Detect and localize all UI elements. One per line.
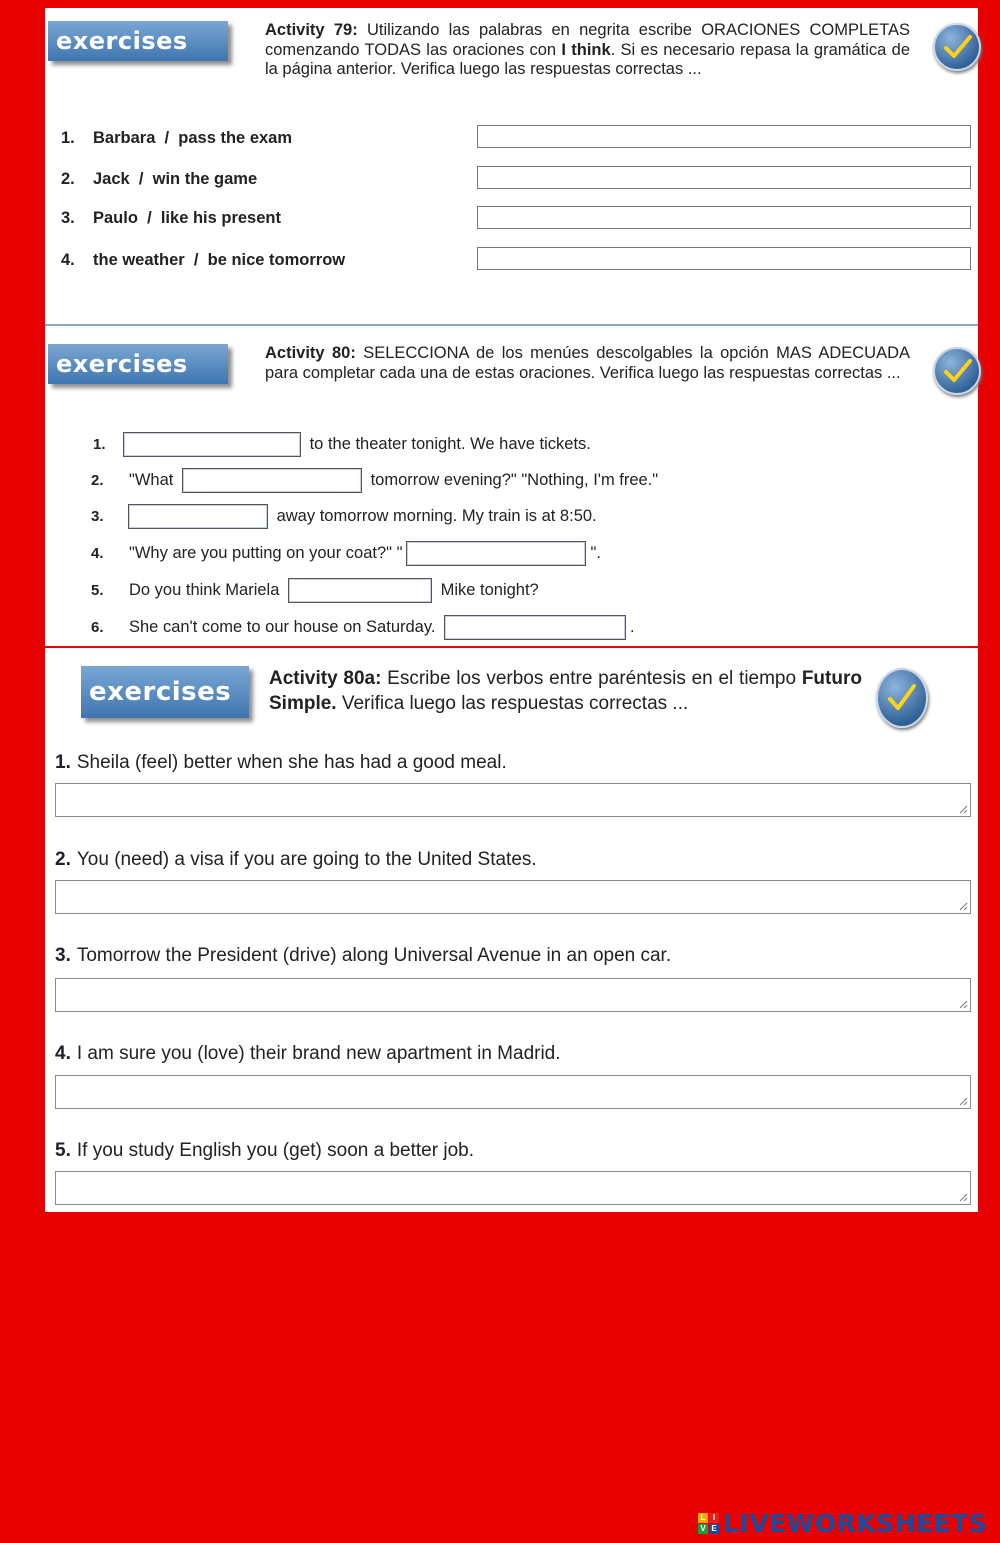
check-answers-icon[interactable] xyxy=(876,668,928,728)
question-item: 6. She can't come to our house on Saturday. . xyxy=(129,615,635,640)
activity-79-section xyxy=(45,8,978,326)
activity-79-title: Activity 79: xyxy=(265,21,358,39)
activity-80a-section xyxy=(45,648,978,1212)
answer-input-1[interactable] xyxy=(477,125,971,148)
dropdown-select-5[interactable] xyxy=(288,578,432,603)
answer-textarea-1[interactable] xyxy=(55,783,971,817)
activity-80-instructions: Activity 80: SELECCIONA de los menúes descolgables la opción MAS ADECUADA para completar cada una de estas oraciones. Verifica luego las respuestas correctas ... xyxy=(265,344,910,382)
question-item: 5. If you study English you (get) soon a better job. xyxy=(55,1140,474,1161)
activity-79-instructions: Activity 79: Utilizando las palabras en negrita escribe ORACIONES COMPLETAS comenzando TODAS las oraciones con I think. Si es necesario repasa la gramática de la página anterior. Verifica luego las respuestas correctas ... xyxy=(265,21,910,78)
question-item: 3. Paulo / like his present xyxy=(61,209,281,227)
exercises-badge: exercises xyxy=(48,344,228,384)
dropdown-select-2[interactable] xyxy=(182,468,362,493)
dropdown-select-6[interactable] xyxy=(444,615,626,640)
question-item: 5. Do you think Mariela Mike tonight? xyxy=(129,578,539,603)
answer-textarea-4[interactable] xyxy=(55,1075,971,1109)
activity-80a-instructions: Activity 80a: Escribe los verbos entre paréntesis en el tiempo Futuro Simple. Verifica luego las respuestas correctas ... xyxy=(269,668,862,714)
answer-input-3[interactable] xyxy=(477,206,971,229)
question-item: 3. Tomorrow the President (drive) along Universal Avenue in an open car. xyxy=(55,945,672,966)
answer-input-4[interactable] xyxy=(477,247,971,270)
question-item: 4. the weather / be nice tomorrow xyxy=(61,251,346,269)
liveworksheets-logo xyxy=(698,1508,987,1538)
check-answers-icon[interactable] xyxy=(933,347,981,395)
dropdown-select-4[interactable] xyxy=(406,541,586,566)
logo-text: LIVEWORKSHEETS xyxy=(723,1508,988,1538)
question-item: 1. Barbara / pass the exam xyxy=(61,129,293,147)
question-item: 3. away tomorrow morning. My train is at 8:50. xyxy=(129,504,597,529)
dropdown-select-1[interactable] xyxy=(123,432,301,457)
dropdown-select-3[interactable] xyxy=(128,504,268,529)
resize-grip-icon[interactable] xyxy=(958,804,968,814)
activity-80-section xyxy=(45,326,978,648)
logo-squares-icon: L I V E xyxy=(698,1513,719,1534)
activity-80a-title: Activity 80a: xyxy=(269,668,382,689)
exercises-badge: exercises xyxy=(48,21,228,61)
worksheet xyxy=(45,8,978,1212)
question-item: 2. Jack / win the game xyxy=(61,170,258,188)
check-answers-icon[interactable] xyxy=(933,23,981,71)
question-item: 2. You (need) a visa if you are going to the United States. xyxy=(55,849,537,870)
resize-grip-icon[interactable] xyxy=(958,901,968,911)
exercises-badge: exercises xyxy=(81,666,249,718)
question-item: 1. to the theater tonight. We have tickets. xyxy=(125,432,591,457)
question-item: 4. "Why are you putting on your coat?" " ". xyxy=(129,541,601,566)
answer-textarea-2[interactable] xyxy=(55,880,971,914)
resize-grip-icon[interactable] xyxy=(958,1096,968,1106)
answer-textarea-3[interactable] xyxy=(55,978,971,1012)
answer-textarea-5[interactable] xyxy=(55,1171,971,1205)
resize-grip-icon[interactable] xyxy=(958,1192,968,1202)
question-item: 1. Sheila (feel) better when she has had a good meal. xyxy=(55,752,507,773)
resize-grip-icon[interactable] xyxy=(958,999,968,1009)
question-item: 2. "What tomorrow evening?" "Nothing, I'm free." xyxy=(129,468,658,493)
question-item: 4. I am sure you (love) their brand new apartment in Madrid. xyxy=(55,1043,561,1064)
activity-80-title: Activity 80: xyxy=(265,344,356,362)
answer-input-2[interactable] xyxy=(477,166,971,189)
